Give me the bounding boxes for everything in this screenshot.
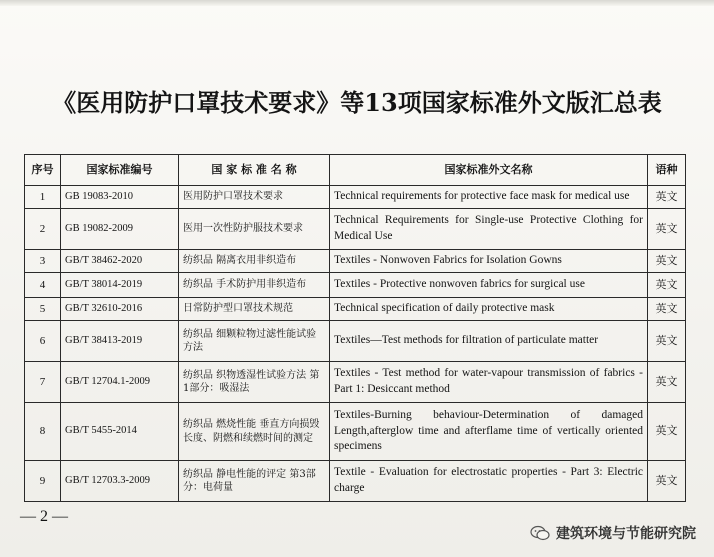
row-language: 英文	[648, 186, 686, 209]
row-cn-name: 医用一次性防护服技术要求	[179, 209, 330, 250]
header-seq: 序号	[25, 155, 61, 186]
row-cn-name: 医用防护口罩技术要求	[179, 186, 330, 209]
wechat-icon	[530, 525, 550, 541]
row-language: 英文	[648, 298, 686, 321]
row-no: 8	[25, 403, 61, 461]
table-row	[25, 250, 686, 273]
page-title: 《医用防护口罩技术要求》等13项国家标准外文版汇总表	[52, 88, 662, 117]
row-code: GB/T 38462-2020	[61, 250, 179, 273]
row-no: 1	[25, 186, 61, 209]
row-code: GB/T 5455-2014	[61, 403, 179, 461]
watermark-text: 建筑环境与节能研究院	[556, 526, 696, 542]
row-en-name: Technical specification of daily protective mask	[330, 298, 648, 321]
row-code: GB/T 12704.1-2009	[61, 362, 179, 403]
row-language: 英文	[648, 403, 686, 461]
row-language: 英文	[648, 321, 686, 362]
row-cn-name: 纺织品 手术防护用非织造布	[179, 273, 330, 298]
row-language: 英文	[648, 250, 686, 273]
page-number: — 2 —	[20, 508, 68, 525]
table-row	[25, 186, 686, 209]
row-language: 英文	[648, 362, 686, 403]
row-no: 3	[25, 250, 61, 273]
watermark	[530, 523, 696, 543]
row-language: 英文	[648, 209, 686, 250]
row-language: 英文	[648, 273, 686, 298]
row-cn-name: 纺织品 织物透湿性试验方法 第1部分：吸湿法	[179, 362, 330, 403]
row-cn-name: 纺织品 隔离衣用非织造布	[179, 250, 330, 273]
table-header-row	[25, 155, 686, 186]
row-no: 2	[25, 209, 61, 250]
row-cn-name: 纺织品 细颗粒物过滤性能试验方法	[179, 321, 330, 362]
row-code: GB 19082-2009	[61, 209, 179, 250]
header-cn-name: 国 家 标 准 名 称	[179, 155, 330, 186]
table-row	[25, 298, 686, 321]
row-cn-name: 日常防护型口罩技术规范	[179, 298, 330, 321]
header-code: 国家标准编号	[61, 155, 179, 186]
row-language: 英文	[648, 461, 686, 502]
row-cn-name: 纺织品 燃烧性能 垂直方向损毁长度、阴燃和续燃时间的测定	[179, 403, 330, 461]
row-cn-name: 纺织品 静电性能的评定 第3部分：电荷量	[179, 461, 330, 502]
row-en-name: Technical Requirements for Single-use Protective Clothing for Medical Use	[330, 209, 648, 250]
row-no: 6	[25, 321, 61, 362]
header-language: 语种	[648, 155, 686, 186]
row-en-name: Textile - Evaluation for electrostatic properties - Part 3: Electric charge	[330, 461, 648, 502]
row-no: 4	[25, 273, 61, 298]
header-en-name: 国家标准外文名称	[330, 155, 648, 186]
row-code: GB/T 38014-2019	[61, 273, 179, 298]
table-row	[25, 209, 686, 250]
table-row	[25, 403, 686, 461]
top-edge-shadow	[0, 0, 714, 6]
standards-table	[24, 154, 686, 502]
row-en-name: Technical requirements for protective face mask for medical use	[330, 186, 648, 209]
row-en-name: Textiles - Protective nonwoven fabrics for surgical use	[330, 273, 648, 298]
row-en-name: Textiles-Burning behaviour-Determination of damaged Length,afterglow time and afterflame time of vertically oriented specimens	[330, 403, 648, 461]
row-code: GB 19083-2010	[61, 186, 179, 209]
row-no: 5	[25, 298, 61, 321]
table-row	[25, 362, 686, 403]
row-code: GB/T 32610-2016	[61, 298, 179, 321]
table-row	[25, 273, 686, 298]
row-code: GB/T 12703.3-2009	[61, 461, 179, 502]
row-no: 7	[25, 362, 61, 403]
row-no: 9	[25, 461, 61, 502]
table-row	[25, 321, 686, 362]
row-en-name: Textiles - Nonwoven Fabrics for Isolation Gowns	[330, 250, 648, 273]
row-en-name: Textiles - Test method for water-vapour transmission of fabrics - Part 1: Desiccant method	[330, 362, 648, 403]
row-en-name: Textiles—Test methods for filtration of particulate matter	[330, 321, 648, 362]
row-code: GB/T 38413-2019	[61, 321, 179, 362]
table-row	[25, 461, 686, 502]
